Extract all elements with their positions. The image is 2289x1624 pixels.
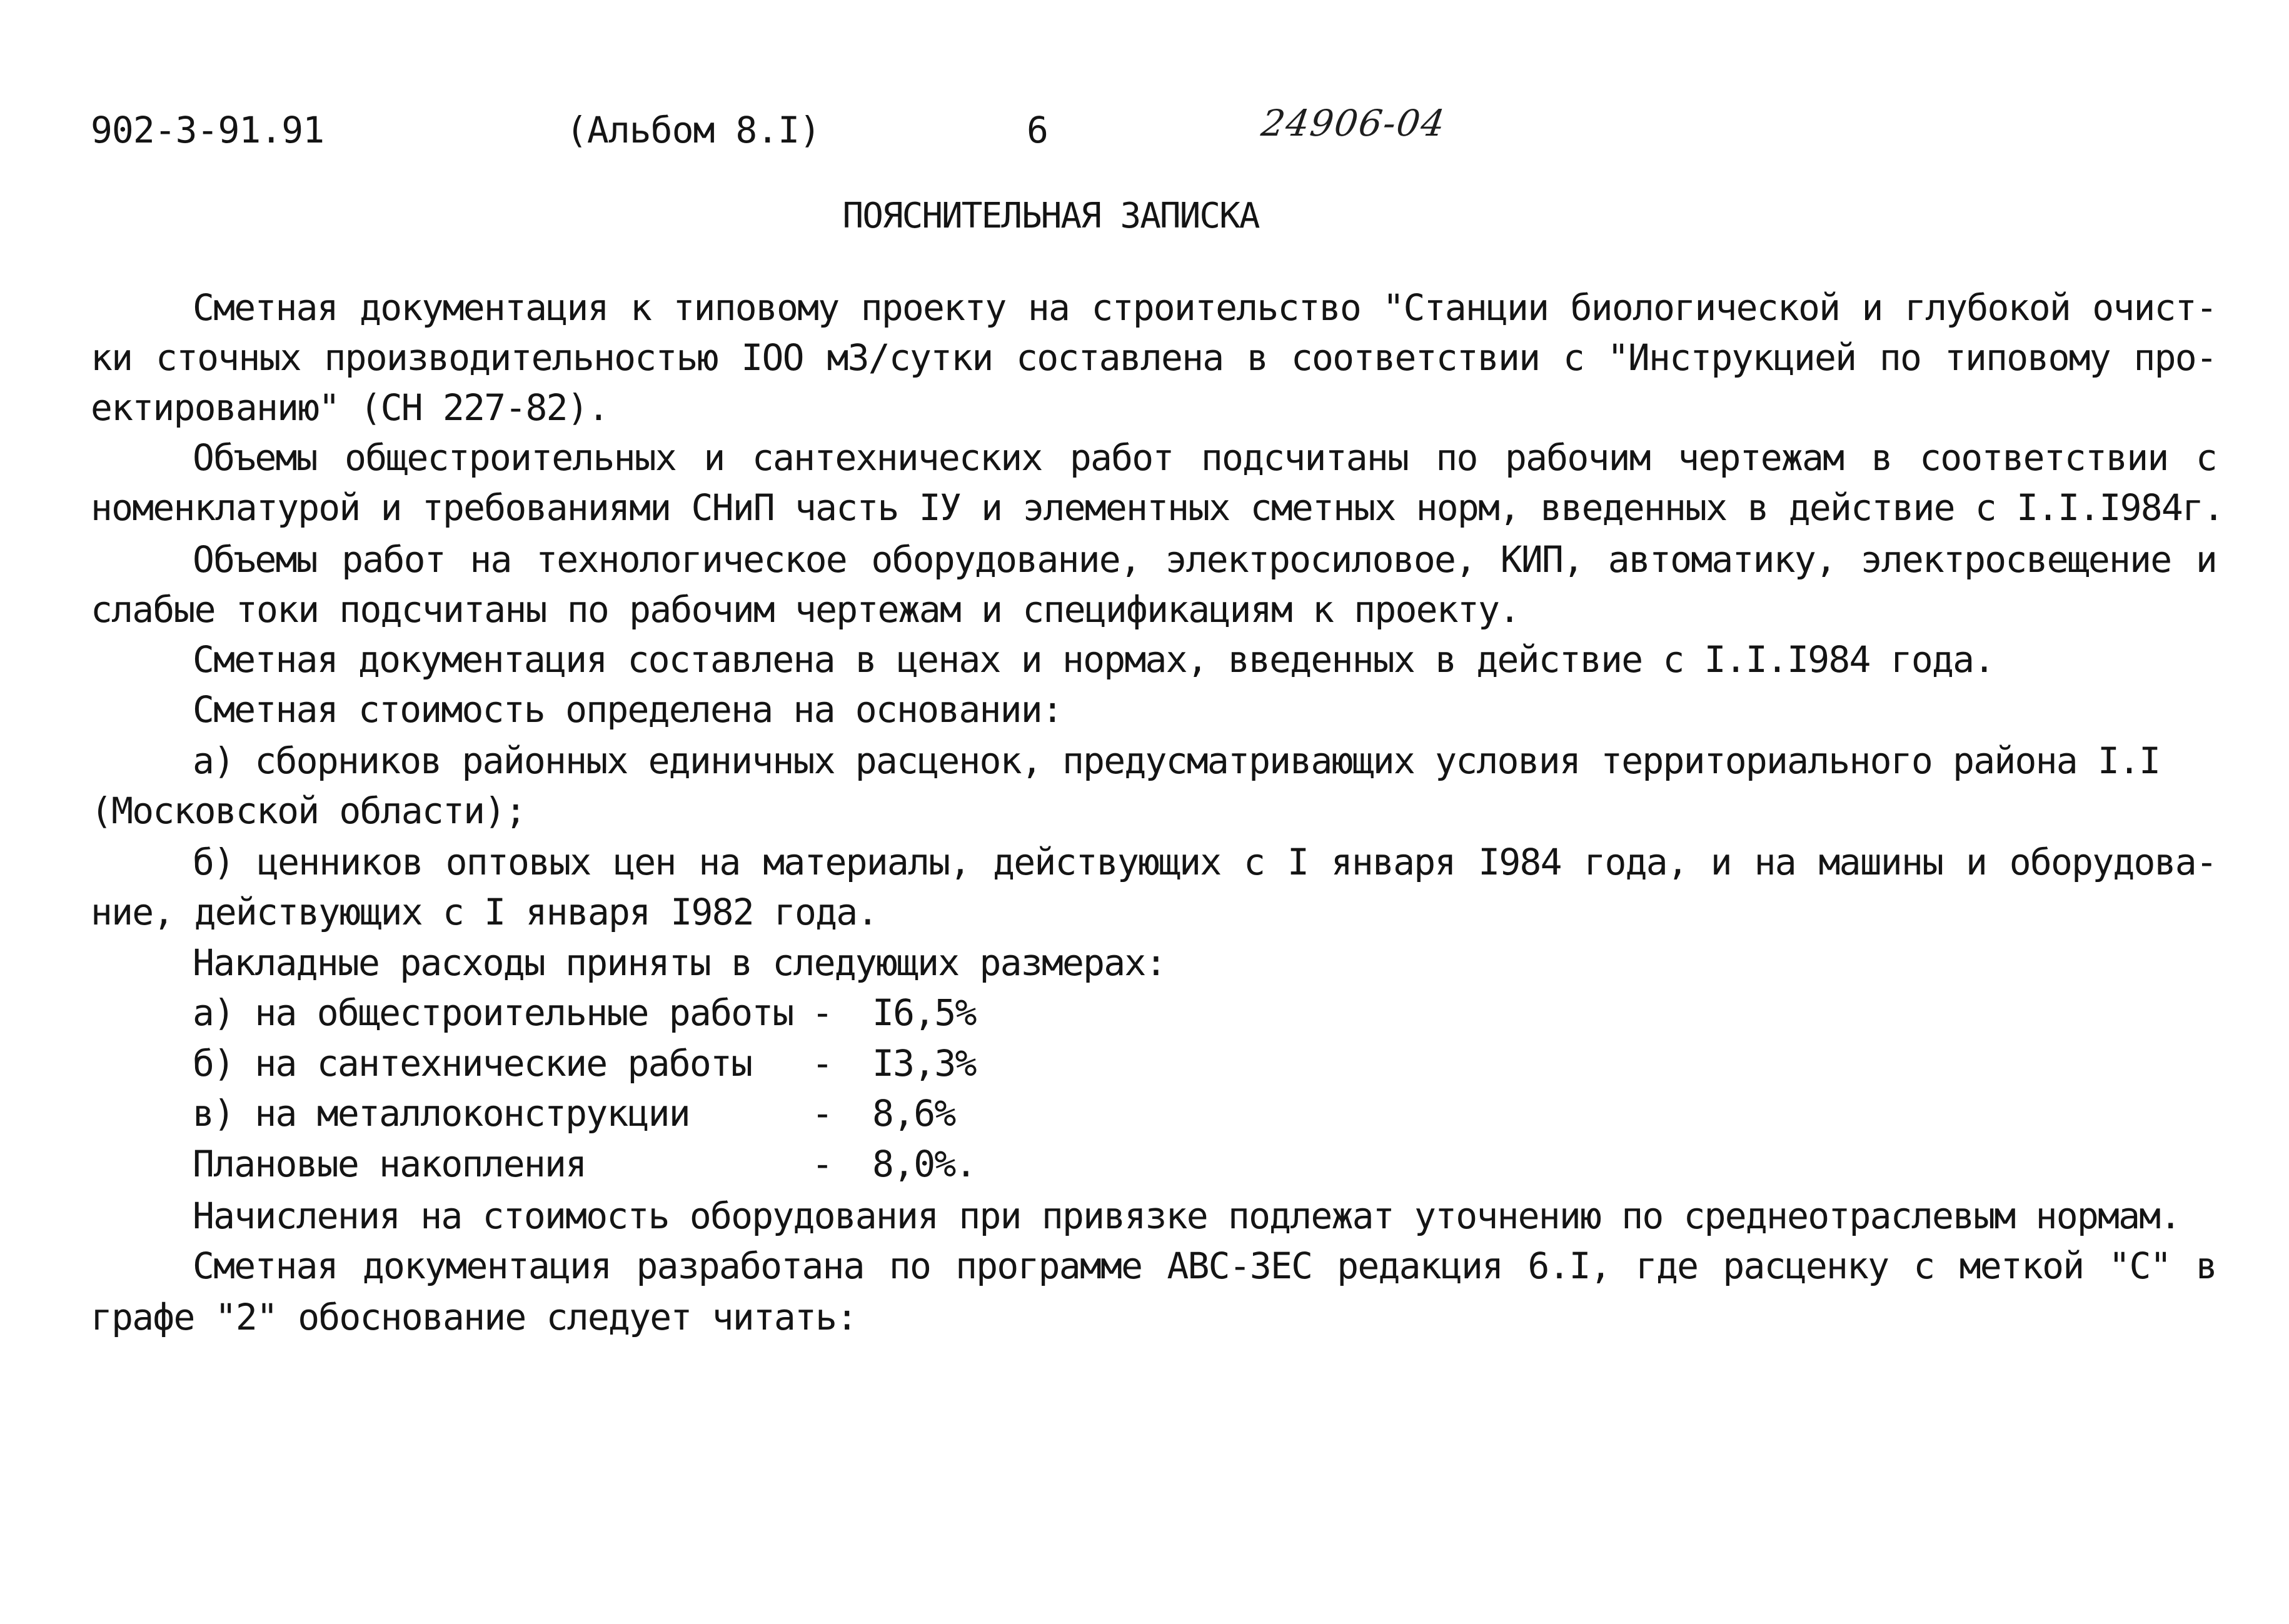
document-code: 902-3-91.91 <box>91 109 324 151</box>
page-title-text: ПОЯСНИТЕЛЬНАЯ ЗАПИСКА <box>842 196 1259 236</box>
overhead-row-label: б) на сантехнические работы <box>193 1042 752 1085</box>
overhead-row-value: 8,6% <box>872 1092 955 1135</box>
paragraph-3-line-2: слабые токи подсчитаны по рабочим чертежам и спецификациям к проекту. <box>91 588 1520 631</box>
overhead-row-value: I6,5% <box>872 991 976 1034</box>
overhead-row-label: а) на общестроительные работы <box>193 991 793 1034</box>
overhead-row-dash: - <box>812 991 833 1034</box>
overhead-row-value: I3,3% <box>872 1042 976 1085</box>
paragraph-2-line-1: Объемы общестроительных и сантехнических работ подсчитаны по рабочим чертежам в соответствии с <box>193 436 2216 479</box>
paragraph-6-line-2: (Московской области); <box>91 789 526 832</box>
handwritten-inventory-number: 24906-04 <box>1259 102 1449 144</box>
paragraph-1-line-3: ектированию" (СН 227-82). <box>91 386 608 429</box>
paragraph-8: Накладные расходы приняты в следующих размерах: <box>193 941 1166 984</box>
overhead-row-label: Плановые накопления <box>193 1143 586 1185</box>
paragraph-6-line-1: а) сборников районных единичных расценок, предусматривающих условия территориального района I.I <box>193 739 2160 782</box>
paragraph-7-line-2: ние, действующих с I января I982 года. <box>91 891 878 933</box>
page-title <box>0 194 2289 238</box>
paragraph-5: Сметная стоимость определена на основании: <box>193 688 1062 731</box>
paragraph-10-line-1: Сметная документация разработана по программе АВС-3ЕС редакция 6.I, где расценку с меткой "С" в <box>193 1245 2216 1287</box>
page-number: 6 <box>1027 109 1048 151</box>
overhead-row-label: в) на металлоконструкции <box>193 1092 690 1135</box>
paragraph-9: Начисления на стоимость оборудования при привязке подлежат уточнению по среднеотраслевым нормам. <box>193 1195 2181 1237</box>
paragraph-1-line-1: Сметная документация к типовому проекту на строительство "Станции биологической и глубокой очист- <box>193 286 2216 329</box>
paragraph-1-line-2: ки сточных производительностью IOO м3/сутки составлена в соответствии с "Инструкцией по типовому про- <box>91 336 2216 379</box>
overhead-row-dash: - <box>812 1042 833 1085</box>
overhead-row-dash: - <box>812 1092 833 1135</box>
paragraph-7-line-1: б) ценников оптовых цен на материалы, действующих с I января I984 года, и на машины и оборудова- <box>193 841 2216 883</box>
overhead-row-value: 8,0%. <box>872 1143 976 1185</box>
paragraph-10-line-2: графе "2" обоснование следует читать: <box>91 1296 857 1338</box>
overhead-row-dash: - <box>812 1143 833 1185</box>
paragraph-4: Сметная документация составлена в ценах и нормах, введенных в действие с I.I.I984 года. <box>193 638 1995 681</box>
paragraph-2-line-2: номенклатурой и требованиями СНиП часть IУ и элементных сметных норм, введенных в действие с I.I.I984г. <box>91 486 2224 529</box>
album-label: (Альбом 8.I) <box>566 109 821 151</box>
paragraph-3-line-1: Объемы работ на технологическое оборудование, электросиловое, КИП, автоматику, электросвещение и <box>193 538 2216 581</box>
